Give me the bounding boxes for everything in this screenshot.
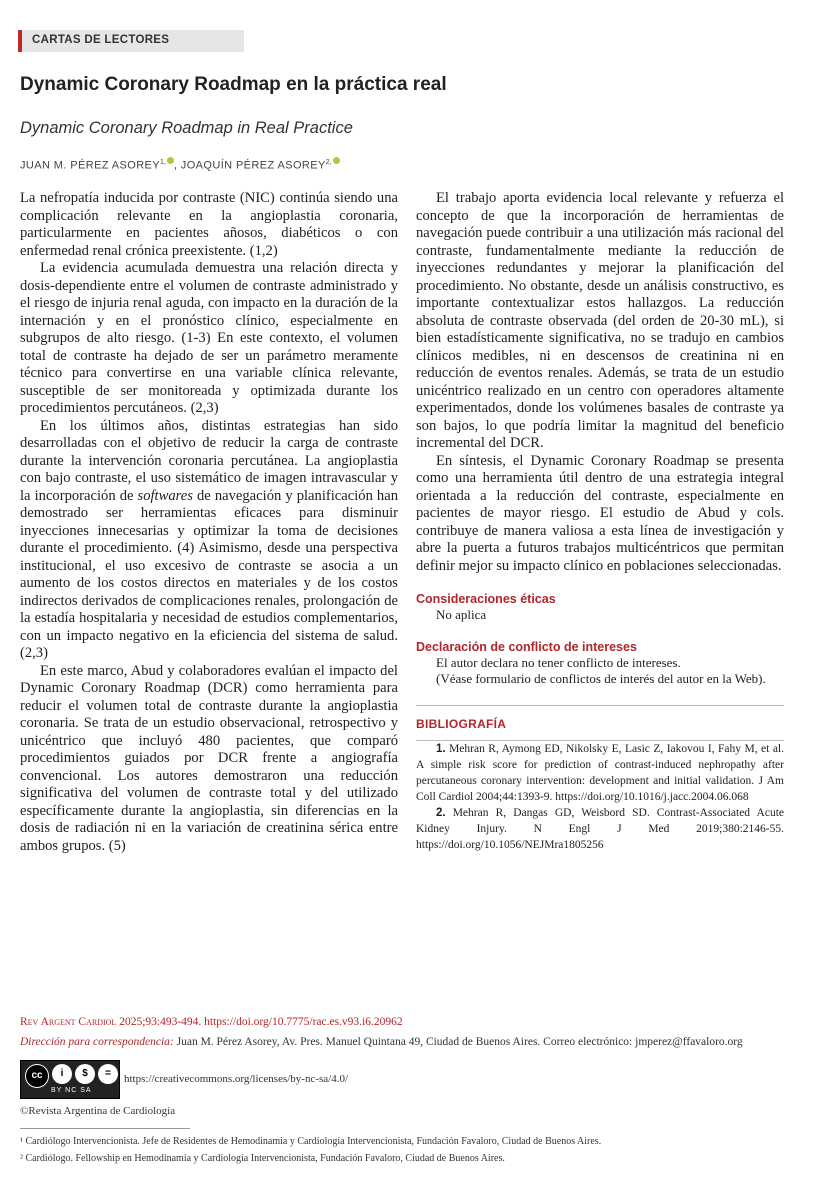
paragraph: En síntesis, el Dynamic Coronary Roadmap se presenta como una herramienta útil dentro de una estrategia integral orientada a la reducción del contraste, especialmente en pacientes de mayor riesgo. El estudio de Abud y cols. contribuye de manera valiosa a esta línea de investigación y abre la puerta a futuros trabajos multicéntricos que permitan definir mejor su impacto clínico en poblaciones seleccionadas. <box>416 452 784 574</box>
author-name: JUAN M. PÉREZ ASOREY <box>20 159 161 172</box>
by-icon: i <box>52 1064 72 1084</box>
section-tag <box>18 30 244 52</box>
correspondence-text: Juan M. Pérez Asorey, Av. Pres. Manuel Quintana 49, Ciudad de Buenos Aires. Correo electrónico: jmperez@ffavaloro.org <box>173 1036 743 1048</box>
copyright: ©Revista Argentina de Cardiología <box>20 1105 176 1117</box>
orcid-icon[interactable] <box>167 157 174 164</box>
ethics-text: No aplica <box>436 607 487 622</box>
paragraph: En este marco, Abud y colaboradores evalúan el impacto del Dynamic Coronary Roadmap (DCR) como herramienta para reducir el volumen total de contraste durante la angioplastia coronaria. Se trata de un estudio observacional, retrospectivo y unicéntrico que incluyó 480 pacientes, que comparó procedimientos guiados por DCR frente a angiografía convencional. Los autores demostraron una reducción significativa del volumen de contraste total y del utilizado específicamente durante la angioplastia, sin diferencias en la dosis de radiación ni en la variación de creatinina sérica entre ambos grupos. (5) <box>20 662 398 854</box>
nc-icon: $ <box>75 1064 95 1084</box>
doi-link[interactable]: 2025;93:493-494. https://doi.org/10.7775/rac.es.v93.i6.20962 <box>116 1016 403 1028</box>
paragraph: En los últimos años, distintas estrategias han sido desarrolladas con el objetivo de reducir la carga de contraste durante la intervención coronaria percutánea. La angioplastia con bajo contraste, el uso sistemático de imagen intravascular y la incorporación de softwares de navegación y planificación han demostrado ser herramientas eficaces para disminuir inyecciones innecesarias y optimizar la toma de decisiones durante el procedimiento. (4) Asimismo, desde una perspectiva institucional, el uso excesivo de contraste se asocia a un aumento de los costos directos en materiales y de los costos indirectos derivados de complicaciones renales, prolongación de la estadía hospitalaria y necesidad de estudios complementarios, con un impacto negativo en la eficiencia del sistema de salud. (2,3) <box>20 417 399 661</box>
journal-citation <box>20 1016 403 1028</box>
bibliography-heading: BIBLIOGRAFÍA <box>416 705 784 734</box>
footnote-2: ² Cardiólogo. Fellowship en Hemodinamia y Cardiología Intervencionista, Fundación Favaloro, Ciudad de Buenos Aires. <box>20 1153 505 1164</box>
license-link[interactable]: https://creativecommons.org/licenses/by-nc-sa/4.0/ <box>124 1073 349 1085</box>
orcid-icon[interactable] <box>333 157 340 164</box>
author-name: JOAQUÍN PÉREZ ASOREY <box>180 159 326 172</box>
correspondence <box>20 1036 800 1048</box>
cc-labels: BY NC SA <box>51 1087 92 1094</box>
right-column <box>416 190 784 853</box>
reference-item: 1. Mehran R, Aymong ED, Nikolsky E, Lasic Z, Iakovou I, Fahy M, et al. A simple risk score for prediction of contrast-induced nephropathy after percutaneous coronary intervention: development and initial validation. J Am Coll Cardiol 2004;44:1393-9. https://doi.org/10.1016/j.jacc.2004.06.068 <box>416 742 784 803</box>
footnote-1: ¹ Cardiólogo Intervencionista. Jefe de Residentes de Hemodinamia y Cardiología Intervencionista, Fundación Favaloro, Ciudad de Buenos Aires. <box>20 1136 602 1147</box>
article-title: Dynamic Coronary Roadmap en la práctica real <box>20 74 447 95</box>
cc-license-badge[interactable] <box>20 1060 120 1099</box>
author-affiliation: 1, <box>160 159 166 166</box>
conflict-heading: Declaración de conflicto de intereses <box>416 640 637 654</box>
journal-name: Rev Argent Cardiol <box>20 1016 117 1028</box>
paragraph: El trabajo aporta evidencia local relevante y refuerza el concepto de que la incorporación de herramientas de navegación puede contribuir a una utilización más racional del contraste, fundamentalmente mediante la reducción de inyecciones redundantes y mejorar la planificación del procedimiento. No obstante, desde un análisis constructivo, es importante contextualizar estos hallazgos. La reducción absoluta de contraste observada (del orden de 20-30 mL), si bien estadísticamente significativa, no se tradujo en cambios clínicos medibles, ni en descensos de creatinina ni en reducción de eventos renales. Además, se trata de un estudio unicéntrico realizado en un centro con operadores altamente experimentados, donde los volúmenes basales de contraste ya son bajos, lo que podría limitar la magnitud del beneficio incremental del DCR. <box>416 190 784 451</box>
paragraph: La evidencia acumulada demuestra una relación directa y dosis-dependiente entre el volumen de contraste administrado y el riesgo de injuria renal aguda, con impacto en la duración de la internación y en el pronóstico clínico, especialmente en subgrupos de alto riesgo. (1-3) En este contexto, el volumen total de contraste ha dejado de ser un parámetro meramente técnico para convertirse en una variable clínica relevante, susceptible de ser monitoreada y optimizada durante los procedimientos percutáneos. (2,3) <box>20 260 398 416</box>
conflict-note: (Véase formulario de conflictos de interés del autor en la Web). <box>436 671 766 686</box>
left-column <box>20 190 398 855</box>
author-list: JUAN M. PÉREZ $ASOREY^{1,}$ , JOAQUÍN PÉREZ $ASOREY^{2,}$ <box>20 157 340 172</box>
author-affiliation: 2, <box>325 159 332 166</box>
correspondence-label: Dirección para correspondencia: <box>20 1036 174 1048</box>
cc-icon: cc <box>25 1064 49 1088</box>
sa-icon: = <box>98 1064 118 1084</box>
footnote-divider <box>20 1128 190 1129</box>
conflict-text: El autor declara no tener conflicto de intereses. <box>436 655 681 670</box>
paragraph: La nefropatía inducida por contraste (NIC) continúa siendo una complicación relevante en la angioplastia coronaria, particularmente en pacientes añosos, diabéticos o con enfermedad renal crónica preexistente. (1,2) <box>20 190 398 259</box>
ethics-heading: Consideraciones éticas <box>416 592 556 606</box>
article-title-english: Dynamic Coronary Roadmap in Real Practice <box>20 119 353 137</box>
reference-item: 2. Mehran R, Dangas GD, Weisbord SD. Contrast-Associated Acute Kidney Injury. N Engl J Med 2019;380:2146-55. https://doi.org/10.1056/NEJMra1805256 <box>416 806 784 851</box>
section-label: CARTAS DE LECTORES <box>32 34 170 46</box>
